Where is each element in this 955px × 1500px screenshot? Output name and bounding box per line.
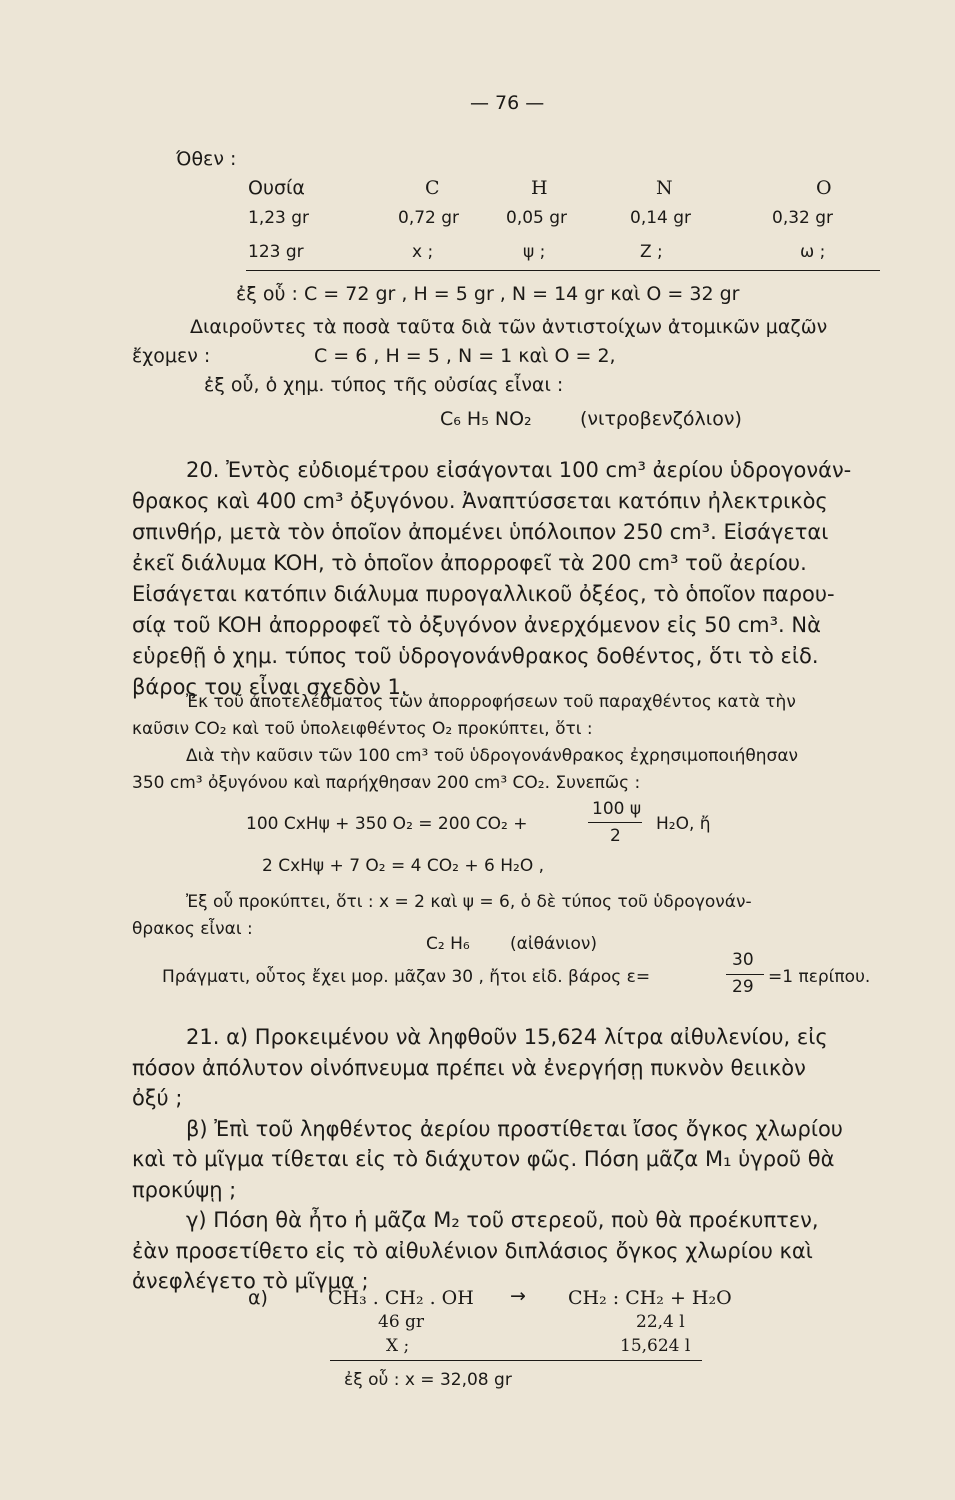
text-line: ἀνεφλέγετο τὸ μῖγμα ;: [132, 1269, 369, 1293]
reaction-label: α): [248, 1287, 268, 1309]
compound-name: (νιτροβενζόλιον): [580, 408, 742, 430]
text-line: =1 περίπου.: [768, 967, 871, 987]
text-line: ἐὰν προσετίθετο εἰς τὸ αἰθυλένιον διπλάσιος ὄγκος χλωρίου καὶ: [132, 1238, 813, 1263]
page-number: — 76 —: [470, 92, 545, 114]
equation-2: 2 CxHψ + 7 O₂ = 4 CO₂ + 6 H₂O ,: [262, 856, 545, 876]
text-line: σπινθήρ, μετὰ τὸν ὁποῖον ἀπομένει ὑπόλοιπον 250 cm³. Εἰσάγεται: [132, 520, 829, 544]
table-header: Ουσία: [248, 177, 305, 199]
table-cell: 0,32 gr: [772, 208, 834, 228]
fraction-numerator: 100 ψ: [592, 799, 642, 819]
reaction-value: 15,624 l: [620, 1336, 691, 1356]
fraction-bar: [726, 974, 764, 975]
equation-left: 100 CxHψ + 350 O₂ = 200 CO₂ +: [246, 814, 528, 834]
table-cell: 0,14 gr: [630, 208, 692, 228]
text-line: 350 cm³ ὀξυγόνου καὶ παρήχθησαν 200 cm³ CO₂. Συνεπῶς :: [132, 773, 641, 793]
table-cell: 0,05 gr: [506, 208, 568, 228]
final-result: ἐξ οὗ : x = 32,08 gr: [344, 1370, 512, 1390]
table-cell: ω ;: [800, 242, 826, 262]
text-line: ὀξύ ;: [132, 1086, 183, 1110]
table-rule: [246, 270, 880, 271]
table-cell: Z ;: [640, 242, 663, 262]
table-cell: 123 gr: [248, 242, 304, 262]
table-header: O: [816, 177, 832, 199]
text-label: ἔχομεν :: [132, 345, 211, 367]
table-cell: 1,23 gr: [248, 208, 310, 228]
fraction-denominator: 2: [610, 826, 621, 846]
text-line: Διὰ τὴν καῦσιν τῶν 100 cm³ τοῦ ὑδρογονάνθρακος ἐχρησιμοποιήθησαν: [186, 746, 799, 766]
text-line: γ) Πόση θὰ ἦτο ἡ μᾶζα M₂ τοῦ στερεοῦ, ποὺ θὰ προέκυπτεν,: [186, 1208, 819, 1232]
reaction-rule: [330, 1360, 702, 1361]
text-line: καὶ τὸ μῖγμα τίθεται εἰς τὸ διάχυτον φῶς. Πόση μᾶζα M₁ ὑγροῦ θὰ: [132, 1147, 835, 1171]
reaction-value: 46 gr: [378, 1312, 425, 1332]
text-line: 20. Ἐντὸς εὐδιομέτρου εἰσάγονται 100 cm³ ἀερίου ὑδρογονάν-: [186, 458, 852, 482]
text-line: εὑρεθῇ ὁ χημ. τύπος τοῦ ὑδρογονάνθρακος δοθέντος, ὅτι τὸ εἰδ.: [132, 644, 819, 668]
fraction-numerator: 30: [732, 950, 754, 970]
reaction-value: 22,4 l: [636, 1312, 685, 1332]
table-header: N: [656, 177, 673, 199]
table-cell: ψ ;: [523, 242, 546, 262]
reaction-value: X ;: [386, 1336, 410, 1356]
text-line: σίᾳ τοῦ KOH ἀπορροφεῖ τὸ ὀξυγόνον ἀνερχόμενον εἰς 50 cm³. Νὰ: [132, 613, 821, 637]
text-line: Εἰσάγεται κατόπιν διάλυμα πυρογαλλικοῦ ὀξέος, τὸ ὁποῖον παρου-: [132, 582, 835, 606]
text-line: καῦσιν CO₂ καὶ τοῦ ὑπολειφθέντος O₂ προκύπτει, ὅτι :: [132, 719, 593, 739]
text-line: 21. α) Προκειμένου νὰ ληφθοῦν 15,624 λίτρα αἰθυλενίου, εἰς: [186, 1025, 828, 1049]
table-cell: x ;: [412, 242, 434, 262]
intro-label: Όθεν :: [176, 148, 237, 170]
reactant: CH₃ . CH₂ . OH: [328, 1287, 474, 1309]
chemical-formula: C₆ H₅ NO₂: [440, 408, 532, 430]
solution-20: [132, 689, 880, 797]
text-line: θρακος καὶ 400 cm³ ὀξυγόνου. Ἀναπτύσσεται κατόπιν ἠλεκτρικὸς: [132, 489, 828, 513]
text-line: Πράγματι, οὗτος ἔχει μορ. μᾶζαν 30 , ἤτοι εἰδ. βάρος ε=: [162, 967, 651, 987]
text-line: πόσον ἀπόλυτον οἰνόπνευμα πρέπει νὰ ἐνεργήσῃ πυκνὸν θειικὸν: [132, 1055, 806, 1080]
compound-name: (αἰθάνιον): [510, 934, 597, 954]
table-header: C: [425, 177, 440, 199]
problem-21: [132, 1022, 880, 1297]
fraction-bar: [588, 822, 642, 823]
text-line: Διαιροῦντες τὰ ποσὰ ταῦτα διὰ τῶν ἀντιστοίχων ἀτομικῶν μαζῶν: [190, 316, 828, 338]
equation-right: H₂O, ἤ: [656, 814, 711, 834]
text-line: Ἐξ οὗ προκύπτει, ὅτι : x = 2 καὶ ψ = 6, ὁ δὲ τύπος τοῦ ὑδρογονάν-: [186, 892, 752, 912]
text-line: Ἐκ τοῦ ἀποτελέσματος τῶν ἀπορροφήσεων τοῦ παραχθέντος κατὰ τὴν: [186, 692, 796, 712]
equation-line: ἐξ οὗ : C = 72 gr , H = 5 gr , N = 14 gr καὶ O = 32 gr: [236, 283, 740, 305]
equation-line: C = 6 , H = 5 , N = 1 καὶ O = 2,: [314, 345, 616, 367]
table-cell: 0,72 gr: [398, 208, 460, 228]
arrow-icon: →: [510, 1285, 526, 1307]
fraction-denominator: 29: [732, 977, 754, 997]
table-header: H: [531, 177, 548, 199]
result-20: [132, 889, 880, 943]
text-line: προκύψῃ ;: [132, 1177, 237, 1202]
text-line: βάρος του εἶναι σχεδὸν 1.: [132, 675, 408, 699]
chemical-formula: C₂ H₆: [426, 934, 470, 954]
text-line: ἐκεῖ διάλυμα KOH, τὸ ὁποῖον ἀπορροφεῖ τὰ 200 cm³ τοῦ ἀερίου.: [132, 551, 807, 575]
text-line: ἐξ οὗ, ὁ χημ. τύπος τῆς οὐσίας εἶναι :: [204, 374, 564, 396]
products: CH₂ : CH₂ + H₂O: [568, 1287, 732, 1309]
problem-20: [132, 455, 880, 703]
text-line: β) Ἐπὶ τοῦ ληφθέντος ἀερίου προστίθεται ἴσος ὄγκος χλωρίου: [186, 1116, 843, 1141]
text-line: θρακος εἶναι :: [132, 919, 253, 939]
